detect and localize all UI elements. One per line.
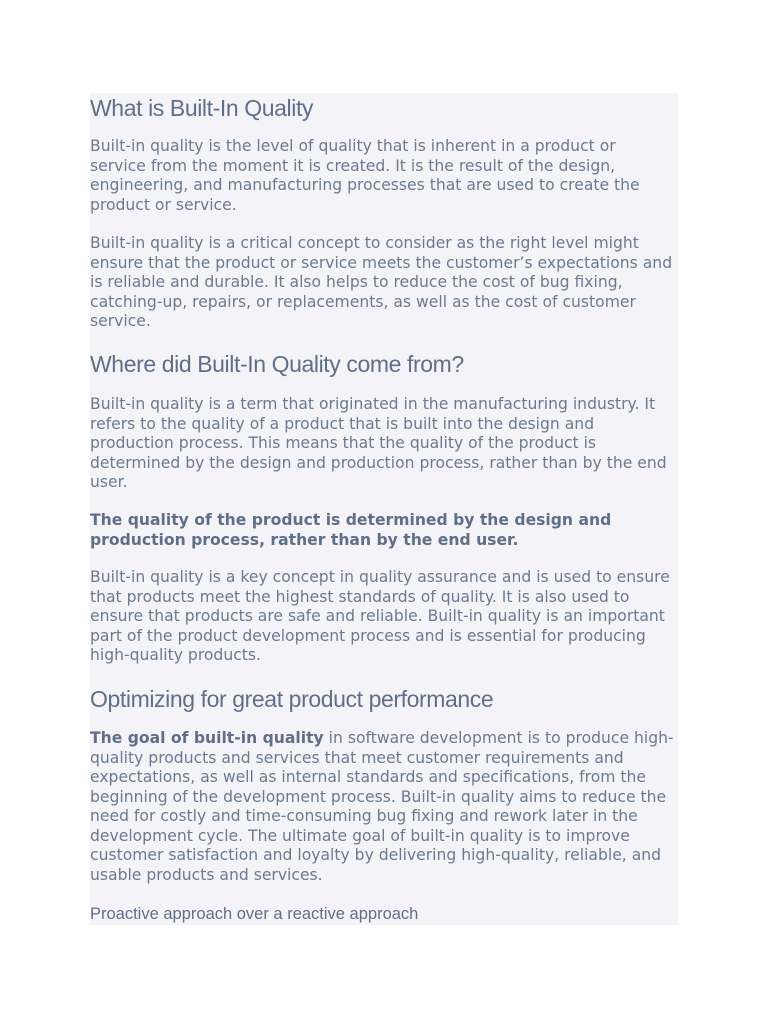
heading-origin: Where did Built-In Quality come from? [90, 351, 464, 377]
goal-text: in software development is to produce high-quality products and services that meet customer requirements and expectations, as well as internal standards and specifications, from the beginning of the development process. Built-in quality aims to reduce the need for costly and time-consuming bug fixing and rework later in the development cycle. The ultimate goal of built-in quality is to improve customer satisfaction and loyalty by delivering high-quality, reliable, and usable products and services. [90, 729, 674, 884]
goal-bold-lead: The goal of built-in quality [90, 729, 324, 747]
paragraph-quality-assurance: Built-in quality is a key concept in quality assurance and is used to ensure that products meet the highest standards of quality. It is also used to ensure that products are safe and reliable. Built-in quality is an important part of the product development process and is essential for producing high-quality products. [90, 568, 670, 664]
paragraph-importance: Built-in quality is a critical concept to consider as the right level might ensure that the product or service meets the customer’s expectations and is reliable and durable. It also helps to reduce the cost of bug fixing, catching-up, repairs, or replacements, as well as the cost of customer service. [90, 234, 673, 330]
subheading-proactive-approach: Proactive approach over a reactive approach [90, 905, 419, 923]
heading-what-is-built-in-quality: What is Built-In Quality [90, 95, 314, 121]
paragraph-bold-statement: The quality of the product is determined by the design and production process, rather than by the end user. [90, 511, 612, 549]
heading-optimizing: Optimizing for great product performance [90, 686, 494, 712]
paragraph-origin: Built-in quality is a term that originated in the manufacturing industry. It refers to the quality of a product that is built into the design and production process. This means that the quality of the product is determined by the design and production process, rather than by the end user. [90, 395, 667, 491]
article-content [90, 93, 678, 925]
paragraph-goal [90, 729, 678, 885]
paragraph-definition: Built-in quality is the level of quality that is inherent in a product or service from the moment it is created. It is the result of the design, engineering, and manufacturing processes that are used to create the product or service. [90, 137, 640, 214]
